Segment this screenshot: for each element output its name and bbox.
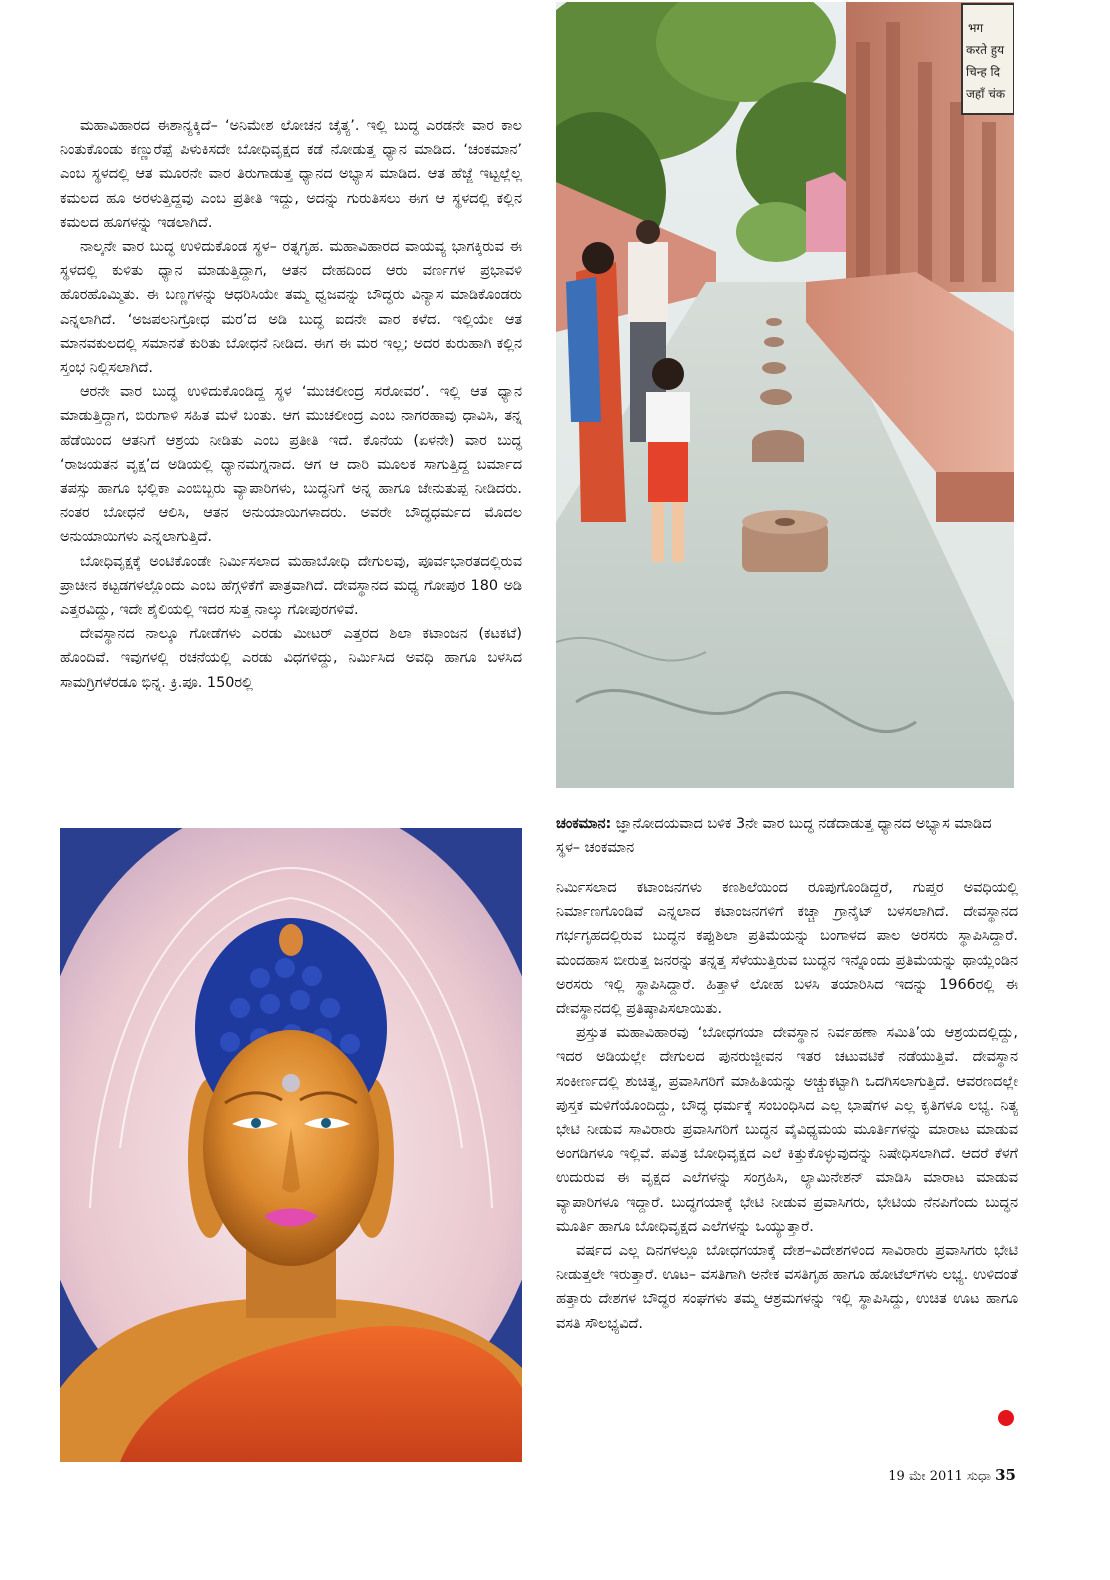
issue-date: 19 ಮೇ 2011 [888, 1469, 963, 1484]
right-article-column [556, 876, 1018, 1336]
sign-text: भग [968, 21, 984, 35]
paragraph: ಮಹಾವಿಹಾರದ ಈಶಾನ್ಯಕ್ಕಿದೆ– ‘ಅನಿಮೇಶ ಲೋಚನ ಚೈತ್ಯ’. ಇಲ್ಲಿ ಬುದ್ಧ ಎರಡನೇ ವಾರ ಕಾಲ ನಿಂತುಕೊಂಡು ಕಣ್ಣುರೆಪ್ಪೆ ಪಿಳುಕಿಸದೇ ಬೋಧಿವೃಕ್ಷದ ಕಡೆ ನೋಡುತ್ತ ಧ್ಯಾನ ಮಾಡಿದ. ‘ಚಂಕಮಾನ’ ಎಂಬ ಸ್ಥಳದಲ್ಲಿ ಆತ ಮೂರನೇ ವಾರ ತಿರುಗಾಡುತ್ತ ಧ್ಯಾನದ ಅಭ್ಯಾಸ ಮಾಡಿದ. ಆತ ಹೆಜ್ಜೆ ಇಟ್ಟಲ್ಲೆಲ್ಲ ಕಮಲದ ಹೂ ಅರಳುತ್ತಿದ್ದವು ಎಂಬ ಪ್ರತೀತಿ ಇದ್ದು, ಅದನ್ನು ಗುರುತಿಸಲು ಈಗ ಆ ಸ್ಥಳದಲ್ಲಿ ಕಲ್ಲಿನ ಕಮಲದ ಹೂಗಳನ್ನು ಇಡಲಾಗಿದೆ. [60, 118, 522, 231]
paragraph: ಪ್ರಸ್ತುತ ಮಹಾವಿಹಾರವು ‘ಬೋಧಗಯಾ ದೇವಸ್ಥಾನ ನಿರ್ವಹಣಾ ಸಮಿತಿ’ಯ ಆಶ್ರಯದಲ್ಲಿದ್ದು, ಇದರ ಅಡಿಯಲ್ಲೇ ದೇಗುಲದ ಪುನರುಜ್ಜೀವನ ಇತರ ಚಟುವಟಿಕೆ ನಡೆಯುತ್ತಿವೆ. ದೇವಸ್ಥಾನ ಸಂಕೀರ್ಣದಲ್ಲಿ ಶುಚಿತ್ವ, ಪ್ರವಾಸಿಗರಿಗೆ ಮಾಹಿತಿಯನ್ನು ಅಚ್ಚುಕಟ್ಟಾಗಿ ಒದಗಿಸಲಾಗುತ್ತಿದೆ. ಆವರಣದಲ್ಲೇ ಪುಸ್ತಕ ಮಳಿಗೆಯೊಂದಿದ್ದು, ಬೌದ್ಧ ಧರ್ಮಕ್ಕೆ ಸಂಬಂಧಿಸಿದ ಎಲ್ಲ ಭಾಷೆಗಳ ಎಲ್ಲ ಕೃತಿಗಳೂ ಲಭ್ಯ. ನಿತ್ಯ ಭೇಟಿ ನೀಡುವ ಸಾವಿರಾರು ಪ್ರವಾಸಿಗರಿಗೆ ಬುದ್ಧನ ವೈವಿಧ್ಯಮಯ ಮೂರ್ತಿಗಳನ್ನು ಮಾರಾಟ ಮಾಡುವ ಅಂಗಡಿಗಳೂ ಇಲ್ಲಿವೆ. ಪವಿತ್ರ ಬೋಧಿವೃಕ್ಷದ ಎಲೆ ಕಿತ್ತುಕೊಳ್ಳುವುದನ್ನು ನಿಷೇಧಿಸಲಾಗಿದೆ. ಆದರೆ ಕೆಳಗೆ ಉದುರುವ ಈ ವೃಕ್ಷದ ಎಲೆಗಳನ್ನು ಸಂಗ್ರಹಿಸಿ, ಲ್ಯಾಮಿನೇಶನ್ ಮಾಡಿಸಿ ಮಾರಾಟ ಮಾಡುವ ವ್ಯಾಪಾರಿಗಳೂ ಇದ್ದಾರೆ. ಬುದ್ಧಗಯಾಕ್ಕೆ ಭೇಟಿ ನೀಡುವ ಪ್ರವಾಸಿಗರು, ಭೇಟಿಯ ನೆನಪಿಗೆಂದು ಬುದ್ಧನ ಮೂರ್ತಿ ಹಾಗೂ ಬೋಧಿವೃಕ್ಷದ ಎಲೆಗಳನ್ನು ಒಯ್ಯುತ್ತಾರೆ. [556, 1025, 1018, 1235]
paragraph: ನಾಲ್ಕನೇ ವಾರ ಬುದ್ಧ ಉಳಿದುಕೊಂಡ ಸ್ಥಳ– ರತ್ನಗೃಹ. ಮಹಾವಿಹಾರದ ವಾಯವ್ಯ ಭಾಗಕ್ಕಿರುವ ಈ ಸ್ಥಳದಲ್ಲಿ ಕುಳಿತು ಧ್ಯಾನ ಮಾಡುತ್ತಿದ್ದಾಗ, ಆತನ ದೇಹದಿಂದ ಆರು ವರ್ಣಗಳ ಪ್ರಭಾವಳಿ ಹೊರಹೊಮ್ಮಿತು. ಈ ಬಣ್ಣಗಳನ್ನು ಆಧರಿಸಿಯೇ ತಮ್ಮ ಧ್ವಜವನ್ನು ಬೌದ್ಧರು ವಿನ್ಯಾಸ ಮಾಡಿಕೊಂಡರು ಎನ್ನಲಾಗಿದೆ. ‘ಅಜಪಲನಿಗ್ರೋಧ ಮರ’ದ ಅಡಿ ಬುದ್ಧ ಐದನೇ ವಾರ ಕಳೆದ. ಇಲ್ಲಿಯೇ ಆತ ಮಾನವಕುಲದಲ್ಲಿ ಸಮಾನತೆ ಕುರಿತು ಬೋಧನೆ ನೀಡಿದ. ಈಗ ಈ ಮರ ಇಲ್ಲ; ಅದರ ಕುರುಹಾಗಿ ಕಲ್ಲಿನ ಸ್ತಂಭ ನಿಲ್ಲಿಸಲಾಗಿದೆ. [60, 239, 522, 377]
article-end-marker [998, 1410, 1014, 1426]
sign-text: जहाँ चंक [966, 87, 1006, 101]
sign-text: चिन्ह दि [966, 65, 1000, 79]
caption-title: ಚಂಕಮಾನ: [556, 816, 612, 832]
buddha-illustration [60, 828, 522, 1462]
paragraph: ಆರನೇ ವಾರ ಬುದ್ಧ ಉಳಿದುಕೊಂಡಿದ್ದ ಸ್ಥಳ ‘ಮುಚಲೀಂದ್ರ ಸರೋವರ’. ಇಲ್ಲಿ ಆತ ಧ್ಯಾನ ಮಾಡುತ್ತಿದ್ದಾಗ, ಬಿರುಗಾಳಿ ಸಹಿತ ಮಳೆ ಬಂತು. ಆಗ ಮುಚಲೀಂದ್ರ ಎಂಬ ನಾಗರಹಾವು ಧಾವಿಸಿ, ತನ್ನ ಹೆಡೆಯಿಂದ ಆತನಿಗೆ ಆಶ್ರಯ ನೀಡಿತು ಎಂಬ ಪ್ರತೀತಿ ಇದೆ. ಕೊನೆಯ (ಏಳನೇ) ವಾರ ಬುದ್ಧ ‘ರಾಜಯತನ ವೃಕ್ಷ’ದ ಅಡಿಯಲ್ಲಿ ಧ್ಯಾನಮಗ್ನನಾದ. ಆಗ ಆ ದಾರಿ ಮೂಲಕ ಸಾಗುತ್ತಿದ್ದ ಬರ್ಮಾದ ತಪಸ್ಸು ಹಾಗೂ ಭಲ್ಲಿಕಾ ಎಂಬಿಬ್ಬರು ವ್ಯಾಪಾರಿಗಳು, ಬುದ್ಧನಿಗೆ ಅನ್ನ ಹಾಗೂ ಜೇನುತುಪ್ಪ ನೀಡಿದರು. ನಂತರ ಬೋಧನೆ ಆಲಿಸಿ, ಆತನ ಅನುಯಾಯಿಗಳಾದರು. ಅವರೇ ಬೌದ್ಧಧರ್ಮದ ಮೊದಲ ಅನುಯಾಯಿಗಳು ಎನ್ನಲಾಗುತ್ತಿದೆ. [60, 384, 522, 546]
walkway-illustration [556, 2, 1014, 788]
page-number: 35 [995, 1466, 1016, 1484]
paragraph: ನಿರ್ಮಿಸಲಾದ ಕಟಾಂಜನಗಳು ಕಣಶಿಲೆಯಿಂದ ರೂಪುಗೊಂಡಿದ್ದರೆ, ಗುಪ್ತರ ಅವಧಿಯಲ್ಲಿ ನಿರ್ಮಾಣಗೊಂಡಿವೆ ಎನ್ನಲಾದ ಕಟಾಂಜನಗಳಿಗೆ ಕಚ್ಚಾ ಗ್ರಾನೈಟ್ ಬಳಸಲಾಗಿದೆ. ದೇವಸ್ಥಾನದ ಗರ್ಭಗೃಹದಲ್ಲಿರುವ ಬುದ್ಧನ ಕಪ್ಪುಶಿಲಾ ಪ್ರತಿಮೆಯನ್ನು ಬಂಗಾಳದ ಪಾಲ ಅರಸರು ಸ್ಥಾಪಿಸಿದ್ದಾರೆ. ಮಂದಹಾಸ ಬೀರುತ್ತ ಜನರನ್ನು ತನ್ನತ್ತ ಸೆಳೆಯುತ್ತಿರುವ ಬುದ್ಧನ ಇನ್ನೊಂದು ಪ್ರತಿಮೆಯನ್ನು ಥಾಯ್ಲೆಂಡಿನ ಅರಸರು ಇಲ್ಲಿ ಸ್ಥಾಪಿಸಿದ್ದಾರೆ. ಹಿತ್ತಾಳೆ ಲೋಹ ಬಳಸಿ ತಯಾರಿಸಿದ ಇದನ್ನು 1966ರಲ್ಲಿ ಈ ದೇವಸ್ಥಾನದಲ್ಲಿ ಪ್ರತಿಷ್ಠಾಪಿಸಲಾಯಿತು. [556, 880, 1018, 1018]
page-footer [888, 1466, 1016, 1484]
paragraph: ವರ್ಷದ ಎಲ್ಲ ದಿನಗಳಲ್ಲೂ ಬೋಧಗಯಾಕ್ಕೆ ದೇಶ–ವಿದೇಶಗಳಿಂದ ಸಾವಿರಾರು ಪ್ರವಾಸಿಗರು ಭೇಟಿ ನೀಡುತ್ತಲೇ ಇರುತ್ತಾರೆ. ಊಟ– ವಸತಿಗಾಗಿ ಅನೇಕ ವಸತಿಗೃಹ ಹಾಗೂ ಹೋಟೆಲ್‌ಗಳು ಲಭ್ಯ. ಉಳಿದಂತೆ ಹತ್ತಾರು ದೇಶಗಳ ಬೌದ್ಧರ ಸಂಘಗಳು ತಮ್ಮ ಆಶ್ರಮಗಳನ್ನು ಇಲ್ಲಿ ಸ್ಥಾಪಿಸಿದ್ದು, ಉಚಿತ ಊಟ ಹಾಗೂ ವಸತಿ ಸೌಲಭ್ಯವಿದೆ. [556, 1243, 1018, 1332]
left-article-column [60, 114, 522, 695]
magazine-name: ಸುಧಾ [966, 1469, 991, 1484]
sign-text: करते हुय [966, 43, 1005, 57]
buddha-statue-photo [60, 828, 522, 1462]
caption-text: ಜ್ಞಾನೋದಯವಾದ ಬಳಿಕ 3ನೇ ವಾರ ಬುದ್ಧ ನಡೆದಾಡುತ್ತ ಧ್ಯಾನದ ಅಭ್ಯಾಸ ಮಾಡಿದ ಸ್ಥಳ– ಚಂಕಮಾನ [556, 816, 992, 856]
paragraph: ದೇವಸ್ಥಾನದ ನಾಲ್ಕೂ ಗೋಡೆಗಳು ಎರಡು ಮೀಟರ್ ಎತ್ತರದ ಶಿಲಾ ಕಟಾಂಜನ (ಕಟಕಟೆ) ಹೊಂದಿವೆ. ಇವುಗಳಲ್ಲಿ ರಚನೆಯಲ್ಲಿ ಎರಡು ವಿಧಗಳಿದ್ದು, ನಿರ್ಮಿಸಿದ ಅವಧಿ ಹಾಗೂ ಬಳಸಿದ ಸಾಮಗ್ರಿಗಳೆರಡೂ ಭಿನ್ನ. ಕ್ರಿ.ಪೂ. 150ರಲ್ಲಿ [60, 626, 522, 691]
paragraph: ಬೋಧಿವೃಕ್ಷಕ್ಕೆ ಅಂಟಿಕೊಂಡೇ ನಿರ್ಮಿಸಲಾದ ಮಹಾಬೋಧಿ ದೇಗುಲವು, ಪೂರ್ವಭಾರತದಲ್ಲಿರುವ ಪ್ರಾಚೀನ ಕಟ್ಟಡಗಳಲ್ಲೊಂದು ಎಂಬ ಹೆಗ್ಗಳಿಕೆಗೆ ಪಾತ್ರವಾಗಿದೆ. ದೇವಸ್ಥಾನದ ಮಧ್ಯ ಗೋಪುರ 180 ಅಡಿ ಎತ್ತರವಿದ್ದು, ಇದೇ ಶೈಲಿಯಲ್ಲಿ ಇದರ ಸುತ್ತ ನಾಲ್ಕು ಗೋಪುರಗಳಿವೆ. [60, 553, 522, 619]
photo-caption [556, 812, 1006, 860]
chankamana-walkway-photo [556, 2, 1014, 788]
